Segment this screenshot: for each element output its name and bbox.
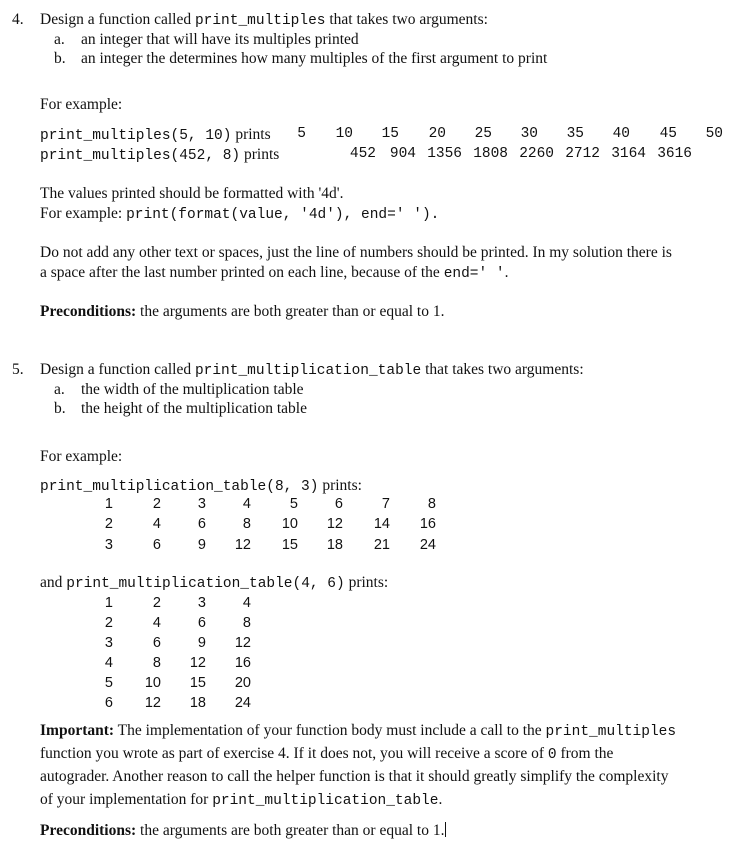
q4-ex1-output-value: 45 [659, 126, 677, 142]
q5-table-2-cell: 16 [234, 655, 251, 671]
q5-important-line-3: autograder. Another reason to call the helper function is that it should greatly simplify the complexity [40, 768, 669, 785]
q4-note-pre: a space after the last number printed on each line, because of the [40, 264, 444, 281]
q4-ex1-output-value: 15 [381, 126, 399, 142]
q5-table-2-cell: 6 [197, 615, 206, 631]
q5-ex2-and: and [40, 574, 67, 591]
q5-important-l4-code: print_multiplication_table [212, 793, 439, 809]
text-cursor-icon [445, 822, 446, 837]
q4-format-line-2 [40, 205, 439, 223]
q5-preconditions [40, 822, 446, 840]
q5-table-2-cell: 5 [104, 675, 113, 691]
q5-table-1-cell: 3 [104, 537, 113, 553]
q4-format-line-1: The values printed should be formatted with '4d'. [40, 185, 344, 202]
q4-ex2-prints: prints [240, 146, 284, 163]
q4-number: 4. [12, 11, 24, 28]
q5-intro [40, 361, 584, 379]
q4-ex1-output-value: 40 [612, 126, 630, 142]
q5-example-2 [40, 574, 388, 592]
q4-ex1-prints: prints [231, 126, 275, 143]
q5-important-l1-pre: The implementation of your function body must include a call to the [114, 722, 546, 739]
q5-table-1-cell: 5 [289, 496, 298, 512]
q5-table-1-cell: 10 [281, 516, 298, 532]
q5-table-1-cell: 8 [427, 496, 436, 512]
q5-table-2-cell: 3 [197, 595, 206, 611]
q5-intro-pre: Design a function called [40, 361, 195, 378]
q5-table-2-cell: 12 [189, 655, 206, 671]
q5-important-line-2 [40, 745, 613, 763]
q5-table-2-cell: 2 [152, 595, 161, 611]
q5-important-l4-pre: of your implementation for [40, 791, 213, 808]
q4-ex2-output-value: 2260 [519, 146, 554, 162]
q5-table-2-cell: 12 [234, 635, 251, 651]
q5-for-example: For example: [40, 448, 123, 465]
q5-precond-text: the arguments are both greater than or equal to 1. [136, 822, 445, 839]
q5-intro-post: that takes two arguments: [421, 361, 584, 378]
q5-table-1-cell: 6 [197, 516, 206, 532]
q5-item-b: the height of the multiplication table [81, 400, 307, 417]
q5-table-1-cell: 15 [281, 537, 298, 553]
q4-for-example: For example: [40, 96, 123, 113]
q5-table-1-cell: 18 [326, 537, 343, 553]
q4-example-2 [40, 146, 283, 164]
q5-table-1-cell: 8 [242, 516, 251, 532]
q5-table-2-cell: 4 [242, 595, 251, 611]
q5-important-l2-post: from the [556, 745, 614, 762]
q5-table-1-cell: 9 [197, 537, 206, 553]
q5-table-2-cell: 18 [189, 695, 206, 711]
q5-important-l2-pre: function you wrote as part of exercise 4. If it does not, you will receive a score of [40, 745, 548, 762]
q5-ex2-call: print_multiplication_table(4, 6) [66, 576, 345, 592]
q5-table-1-cell: 6 [152, 537, 161, 553]
q5-table-2-cell: 10 [144, 675, 161, 691]
q5-table-1-cell: 12 [326, 516, 343, 532]
q5-ex2-prints: prints: [344, 574, 389, 591]
q4-ex2-output-value: 904 [389, 146, 416, 162]
q5-precond-label: Preconditions: [40, 822, 137, 839]
q5-important-l4-post: . [438, 791, 443, 808]
q5-item-b-marker: b. [54, 400, 66, 417]
q4-ex2-output-value: 3616 [657, 146, 692, 162]
q5-table-1-cell: 1 [104, 496, 113, 512]
q5-important-label: Important: [40, 722, 115, 739]
q5-item-a: the width of the multiplication table [81, 381, 304, 398]
q5-table-2-cell: 8 [242, 615, 251, 631]
q4-item-a-marker: a. [54, 31, 65, 48]
q5-table-1-cell: 2 [104, 516, 113, 532]
q5-table-1-cell: 21 [373, 537, 390, 553]
q5-example-1 [40, 477, 362, 495]
q4-ex2-output-value: 452 [349, 146, 376, 162]
q4-ex2-call: print_multiples(452, 8) [40, 148, 241, 164]
q4-item-b: an integer the determines how many multiples of the first argument to print [81, 50, 548, 67]
q4-ex1-output-value: 20 [428, 126, 446, 142]
q5-table-2-cell: 24 [234, 695, 251, 711]
q5-important-line-1 [40, 722, 676, 740]
q5-table-2-cell: 12 [144, 695, 161, 711]
q5-table-2-cell: 20 [234, 675, 251, 691]
q4-ex1-output-value: 25 [474, 126, 492, 142]
q5-table-2-cell: 4 [104, 655, 113, 671]
q5-table-2-cell: 6 [104, 695, 113, 711]
q4-example-1 [40, 126, 275, 144]
q5-table-2-cell: 8 [152, 655, 161, 671]
q4-ex1-output-value: 5 [297, 126, 306, 142]
q4-intro [40, 11, 488, 29]
q4-note-post: . [504, 264, 509, 281]
q5-table-1-cell: 24 [419, 537, 436, 553]
q5-number: 5. [12, 361, 24, 378]
q5-important-l1-code: print_multiples [545, 724, 677, 740]
q5-table-1-cell: 4 [152, 516, 161, 532]
q4-preconditions [40, 303, 444, 321]
q4-note-code: end=' ' [443, 266, 505, 282]
q4-precond-text: the arguments are both greater than or equal to 1. [136, 303, 445, 320]
q4-precond-label: Preconditions: [40, 303, 137, 320]
q5-item-a-marker: a. [54, 381, 65, 398]
q5-table-2-cell: 4 [152, 615, 161, 631]
q5-table-1-cell: 14 [373, 516, 390, 532]
q5-table-1-cell: 2 [152, 496, 161, 512]
q4-ex2-output-value: 1808 [473, 146, 508, 162]
q4-intro-code: print_multiples [194, 13, 326, 29]
q5-important-line-4 [40, 791, 442, 809]
q5-table-2-cell: 6 [152, 635, 161, 651]
q4-ex1-output-value: 30 [520, 126, 538, 142]
q4-format-pre: For example: [40, 205, 127, 222]
q4-item-b-marker: b. [54, 50, 66, 67]
q5-table-2-cell: 2 [104, 615, 113, 631]
q5-table-2-cell: 1 [104, 595, 113, 611]
q5-table-1-cell: 4 [242, 496, 251, 512]
q4-note-line-2 [40, 264, 508, 282]
q4-intro-post: that takes two arguments: [325, 11, 488, 28]
q4-item-a: an integer that will have its multiples printed [81, 31, 359, 48]
q5-table-2-cell: 9 [197, 635, 206, 651]
q4-ex1-output-value: 35 [566, 126, 584, 142]
q4-ex2-output-value: 1356 [427, 146, 462, 162]
q4-ex1-output-value: 50 [705, 126, 723, 142]
q5-table-1-cell: 3 [197, 496, 206, 512]
q4-ex2-output-value: 2712 [565, 146, 600, 162]
q5-table-2-cell: 3 [104, 635, 113, 651]
q5-ex1-call: print_multiplication_table(8, 3) [40, 479, 319, 495]
q4-note-line-1: Do not add any other text or spaces, just the line of numbers should be printed. In my solution there is [40, 244, 672, 261]
q5-table-1-cell: 16 [419, 516, 436, 532]
q4-intro-pre: Design a function called [40, 11, 195, 28]
q4-ex1-call: print_multiples(5, 10) [40, 128, 232, 144]
q4-ex1-output-value: 10 [335, 126, 353, 142]
q5-table-2-cell: 15 [189, 675, 206, 691]
q5-table-1-cell: 6 [334, 496, 343, 512]
q5-table-1-cell: 7 [381, 496, 390, 512]
q5-ex1-prints: prints: [318, 477, 362, 494]
q4-format-code: print(format(value, '4d'), end=' '). [126, 207, 440, 223]
q5-important-l2-code: 0 [547, 747, 557, 763]
q4-ex2-output-value: 3164 [611, 146, 646, 162]
q5-table-1-cell: 12 [234, 537, 251, 553]
q5-intro-code: print_multiplication_table [194, 363, 422, 379]
